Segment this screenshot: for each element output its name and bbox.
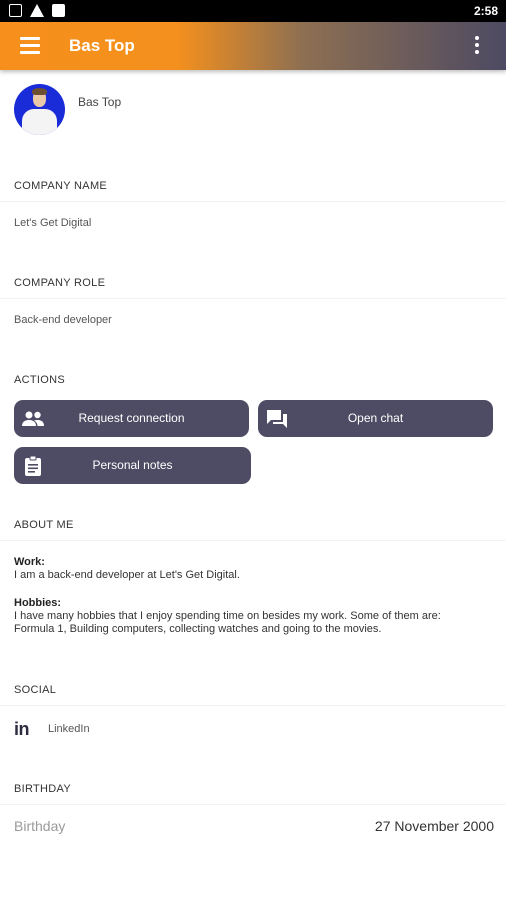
birthday-field-label: Birthday (14, 818, 66, 834)
open-chat-button[interactable] (258, 400, 493, 437)
birthday-section-label: BIRTHDAY (14, 783, 72, 795)
divider (0, 540, 506, 541)
status-time: 2:58 (473, 4, 498, 18)
about-me-label: ABOUT ME (14, 519, 74, 531)
social-label: SOCIAL (14, 684, 57, 696)
hobbies-heading: Hobbies: (14, 597, 62, 609)
divider (0, 298, 506, 299)
company-name-value: Let's Get Digital (14, 217, 92, 229)
social-linkedin-item[interactable] (14, 719, 214, 739)
divider (0, 705, 506, 706)
menu-icon[interactable] (20, 37, 40, 55)
open-chat-label: Open chat (347, 411, 404, 425)
profile-name: Bas Top (78, 95, 122, 109)
hobbies-text-line2: Formula 1, Building computers, collecting watches and going to the movies. (14, 623, 382, 635)
work-heading: Work: (14, 556, 45, 568)
app-bar (0, 22, 506, 70)
sim-icon (52, 4, 65, 17)
status-icons (9, 4, 65, 17)
work-text: I am a back-end developer at Let's Get Digital. (14, 569, 240, 581)
linkedin-icon: in (14, 719, 29, 739)
divider (0, 201, 506, 202)
personal-notes-label: Personal notes (92, 458, 173, 472)
warning-icon (30, 4, 44, 17)
more-vert-icon[interactable] (474, 36, 480, 56)
personal-notes-button[interactable] (14, 447, 251, 484)
image-icon (9, 4, 22, 17)
birthday-value: 27 November 2000 (374, 818, 494, 834)
company-name-label: COMPANY NAME (14, 180, 108, 192)
request-connection-button[interactable] (14, 400, 249, 437)
about-work (14, 556, 240, 582)
company-role-label: COMPANY ROLE (14, 277, 106, 289)
hobbies-text-line1: I have many hobbies that I enjoy spending time on besides my work. Some of them are: (14, 610, 441, 622)
about-hobbies (14, 597, 441, 636)
status-bar (0, 0, 506, 22)
actions-label: ACTIONS (14, 374, 65, 386)
avatar (14, 84, 65, 135)
divider (0, 804, 506, 805)
company-role-value: Back-end developer (14, 314, 112, 326)
linkedin-label: LinkedIn (48, 723, 90, 735)
request-connection-label: Request connection (78, 411, 185, 425)
app-title: Bas Top (69, 36, 135, 55)
